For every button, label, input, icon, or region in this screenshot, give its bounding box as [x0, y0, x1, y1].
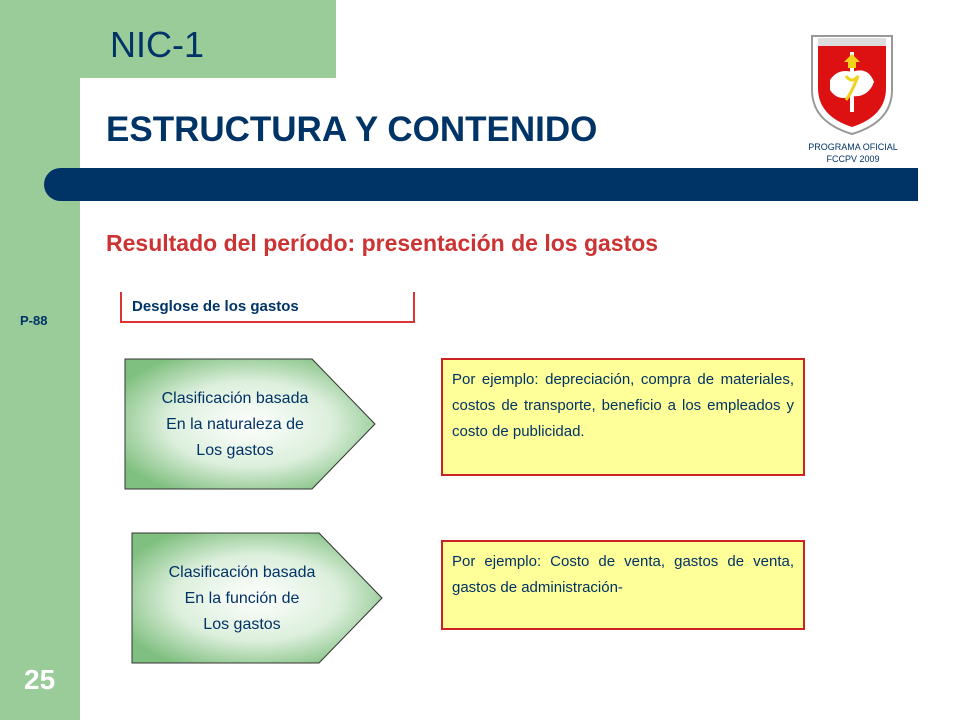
classification-line1: Clasificación basada — [161, 390, 309, 407]
breakdown-label-box: Desglose de los gastos — [120, 292, 415, 323]
example-box-nature: Por ejemplo: depreciación, compra de materiales, costos de transporte, beneficio a los empleados y costo de publicidad. — [441, 358, 805, 476]
slide-subtitle: Resultado del período: presentación de los gastos — [106, 230, 659, 256]
page-number: 25 — [24, 664, 56, 695]
classification-line1: Clasificación basada — [168, 564, 316, 581]
classification-line3: Los gastos — [196, 442, 274, 459]
program-caption-line2: FCCPV 2009 — [826, 154, 880, 164]
classification-line2: En la función de — [184, 590, 300, 607]
section-title: NIC-1 — [110, 24, 205, 65]
fccpv-logo — [808, 32, 896, 136]
classification-line3: Los gastos — [203, 616, 281, 633]
program-caption-line1: PROGRAMA OFICIAL — [808, 142, 898, 152]
classification-arrow-nature — [124, 358, 376, 490]
left-green-strip — [0, 0, 80, 720]
page-title: ESTRUCTURA Y CONTENIDO — [106, 110, 598, 149]
classification-text — [131, 560, 353, 638]
page-reference: P-88 — [20, 313, 48, 328]
classification-text — [124, 386, 346, 464]
shield-emblem-icon — [808, 32, 896, 136]
example-box-function: Por ejemplo: Costo de venta, gastos de venta, gastos de administración- — [441, 540, 805, 630]
classification-arrow-function — [131, 532, 383, 664]
classification-line2: En la naturaleza de — [166, 416, 304, 433]
program-caption — [790, 141, 916, 165]
title-divider-bar — [44, 168, 918, 201]
